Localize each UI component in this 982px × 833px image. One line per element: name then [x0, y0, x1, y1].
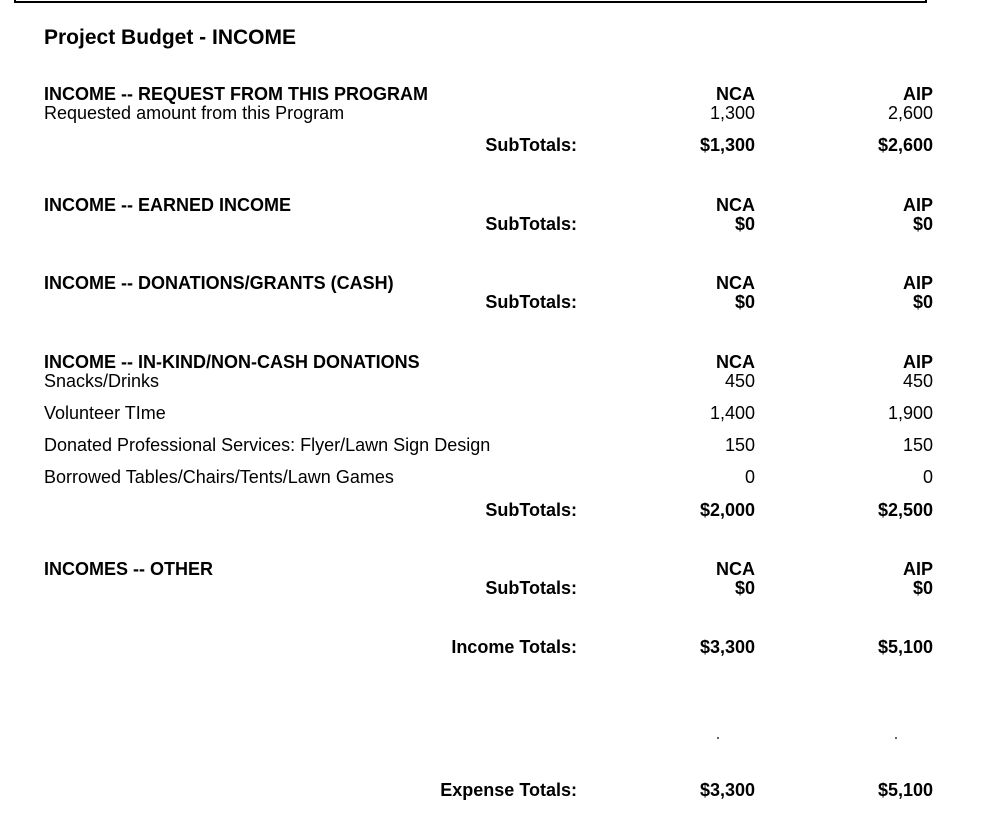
section-heading: INCOME -- EARNED INCOME: [44, 195, 291, 215]
column-header-nca: NCA: [716, 352, 755, 372]
section-heading: INCOME -- DONATIONS/GRANTS (CASH): [44, 273, 394, 293]
subtotal-nca: $0: [734, 292, 755, 312]
row-value-aip: 1,900: [887, 403, 933, 423]
subtotal-aip: $2,500: [877, 500, 933, 520]
subtotal-aip: $2,600: [877, 135, 933, 155]
row-value-aip: 450: [902, 371, 933, 391]
column-header-aip: AIP: [902, 195, 933, 215]
section-heading: INCOMES -- OTHER: [44, 559, 213, 579]
income-total-aip: $5,100: [877, 637, 933, 657]
row-label: Borrowed Tables/Chairs/Tents/Lawn Games: [44, 467, 394, 487]
row-value-nca: 1,300: [709, 103, 755, 123]
column-header-nca: NCA: [716, 84, 755, 104]
column-header-aip: AIP: [902, 273, 933, 293]
row-value-nca: 1,400: [709, 403, 755, 423]
column-header-aip: AIP: [902, 352, 933, 372]
subtotal-aip: $0: [912, 578, 933, 598]
row-value-aip: 150: [902, 435, 933, 455]
column-header-aip: AIP: [902, 84, 933, 104]
page-frame-border: [14, 0, 927, 3]
subtotal-label: SubTotals:: [485, 292, 577, 312]
row-label: Snacks/Drinks: [44, 371, 160, 391]
row-label: Volunteer TIme: [44, 403, 166, 423]
subtotal-label: SubTotals:: [485, 578, 577, 598]
row-value-nca: 450: [724, 371, 755, 391]
income-total-nca: $3,300: [699, 637, 755, 657]
row-value-nca: 150: [724, 435, 755, 455]
subtotal-aip: $0: [912, 292, 933, 312]
page-title: Project Budget - INCOME: [44, 26, 297, 49]
subtotal-nca: $0: [734, 214, 755, 234]
row-value-nca: 0: [744, 467, 755, 487]
row-value-aip: 2,600: [887, 103, 933, 123]
subtotal-aip: $0: [912, 214, 933, 234]
subtotal-label: SubTotals:: [485, 214, 577, 234]
row-value-aip: 0: [922, 467, 933, 487]
subtotal-nca: $2,000: [699, 500, 755, 520]
row-label: Requested amount from this Program: [44, 103, 345, 123]
subtotal-label: SubTotals:: [485, 500, 577, 520]
expense-total-aip: $5,100: [877, 780, 933, 800]
subtotal-label: SubTotals:: [485, 135, 577, 155]
separator-dot: [717, 737, 719, 739]
income-totals-label: Income Totals:: [451, 637, 577, 657]
column-header-nca: NCA: [716, 559, 755, 579]
section-heading: INCOME -- IN-KIND/NON-CASH DONATIONS: [44, 352, 420, 372]
separator-dot: [895, 737, 897, 739]
subtotal-nca: $1,300: [699, 135, 755, 155]
expense-totals-label: Expense Totals:: [440, 780, 577, 800]
column-header-aip: AIP: [902, 559, 933, 579]
section-heading: INCOME -- REQUEST FROM THIS PROGRAM: [44, 84, 428, 104]
column-header-nca: NCA: [716, 273, 755, 293]
expense-total-nca: $3,300: [699, 780, 755, 800]
subtotal-nca: $0: [734, 578, 755, 598]
row-label: Donated Professional Services: Flyer/Lawn Sign Design: [44, 435, 491, 455]
column-header-nca: NCA: [716, 195, 755, 215]
